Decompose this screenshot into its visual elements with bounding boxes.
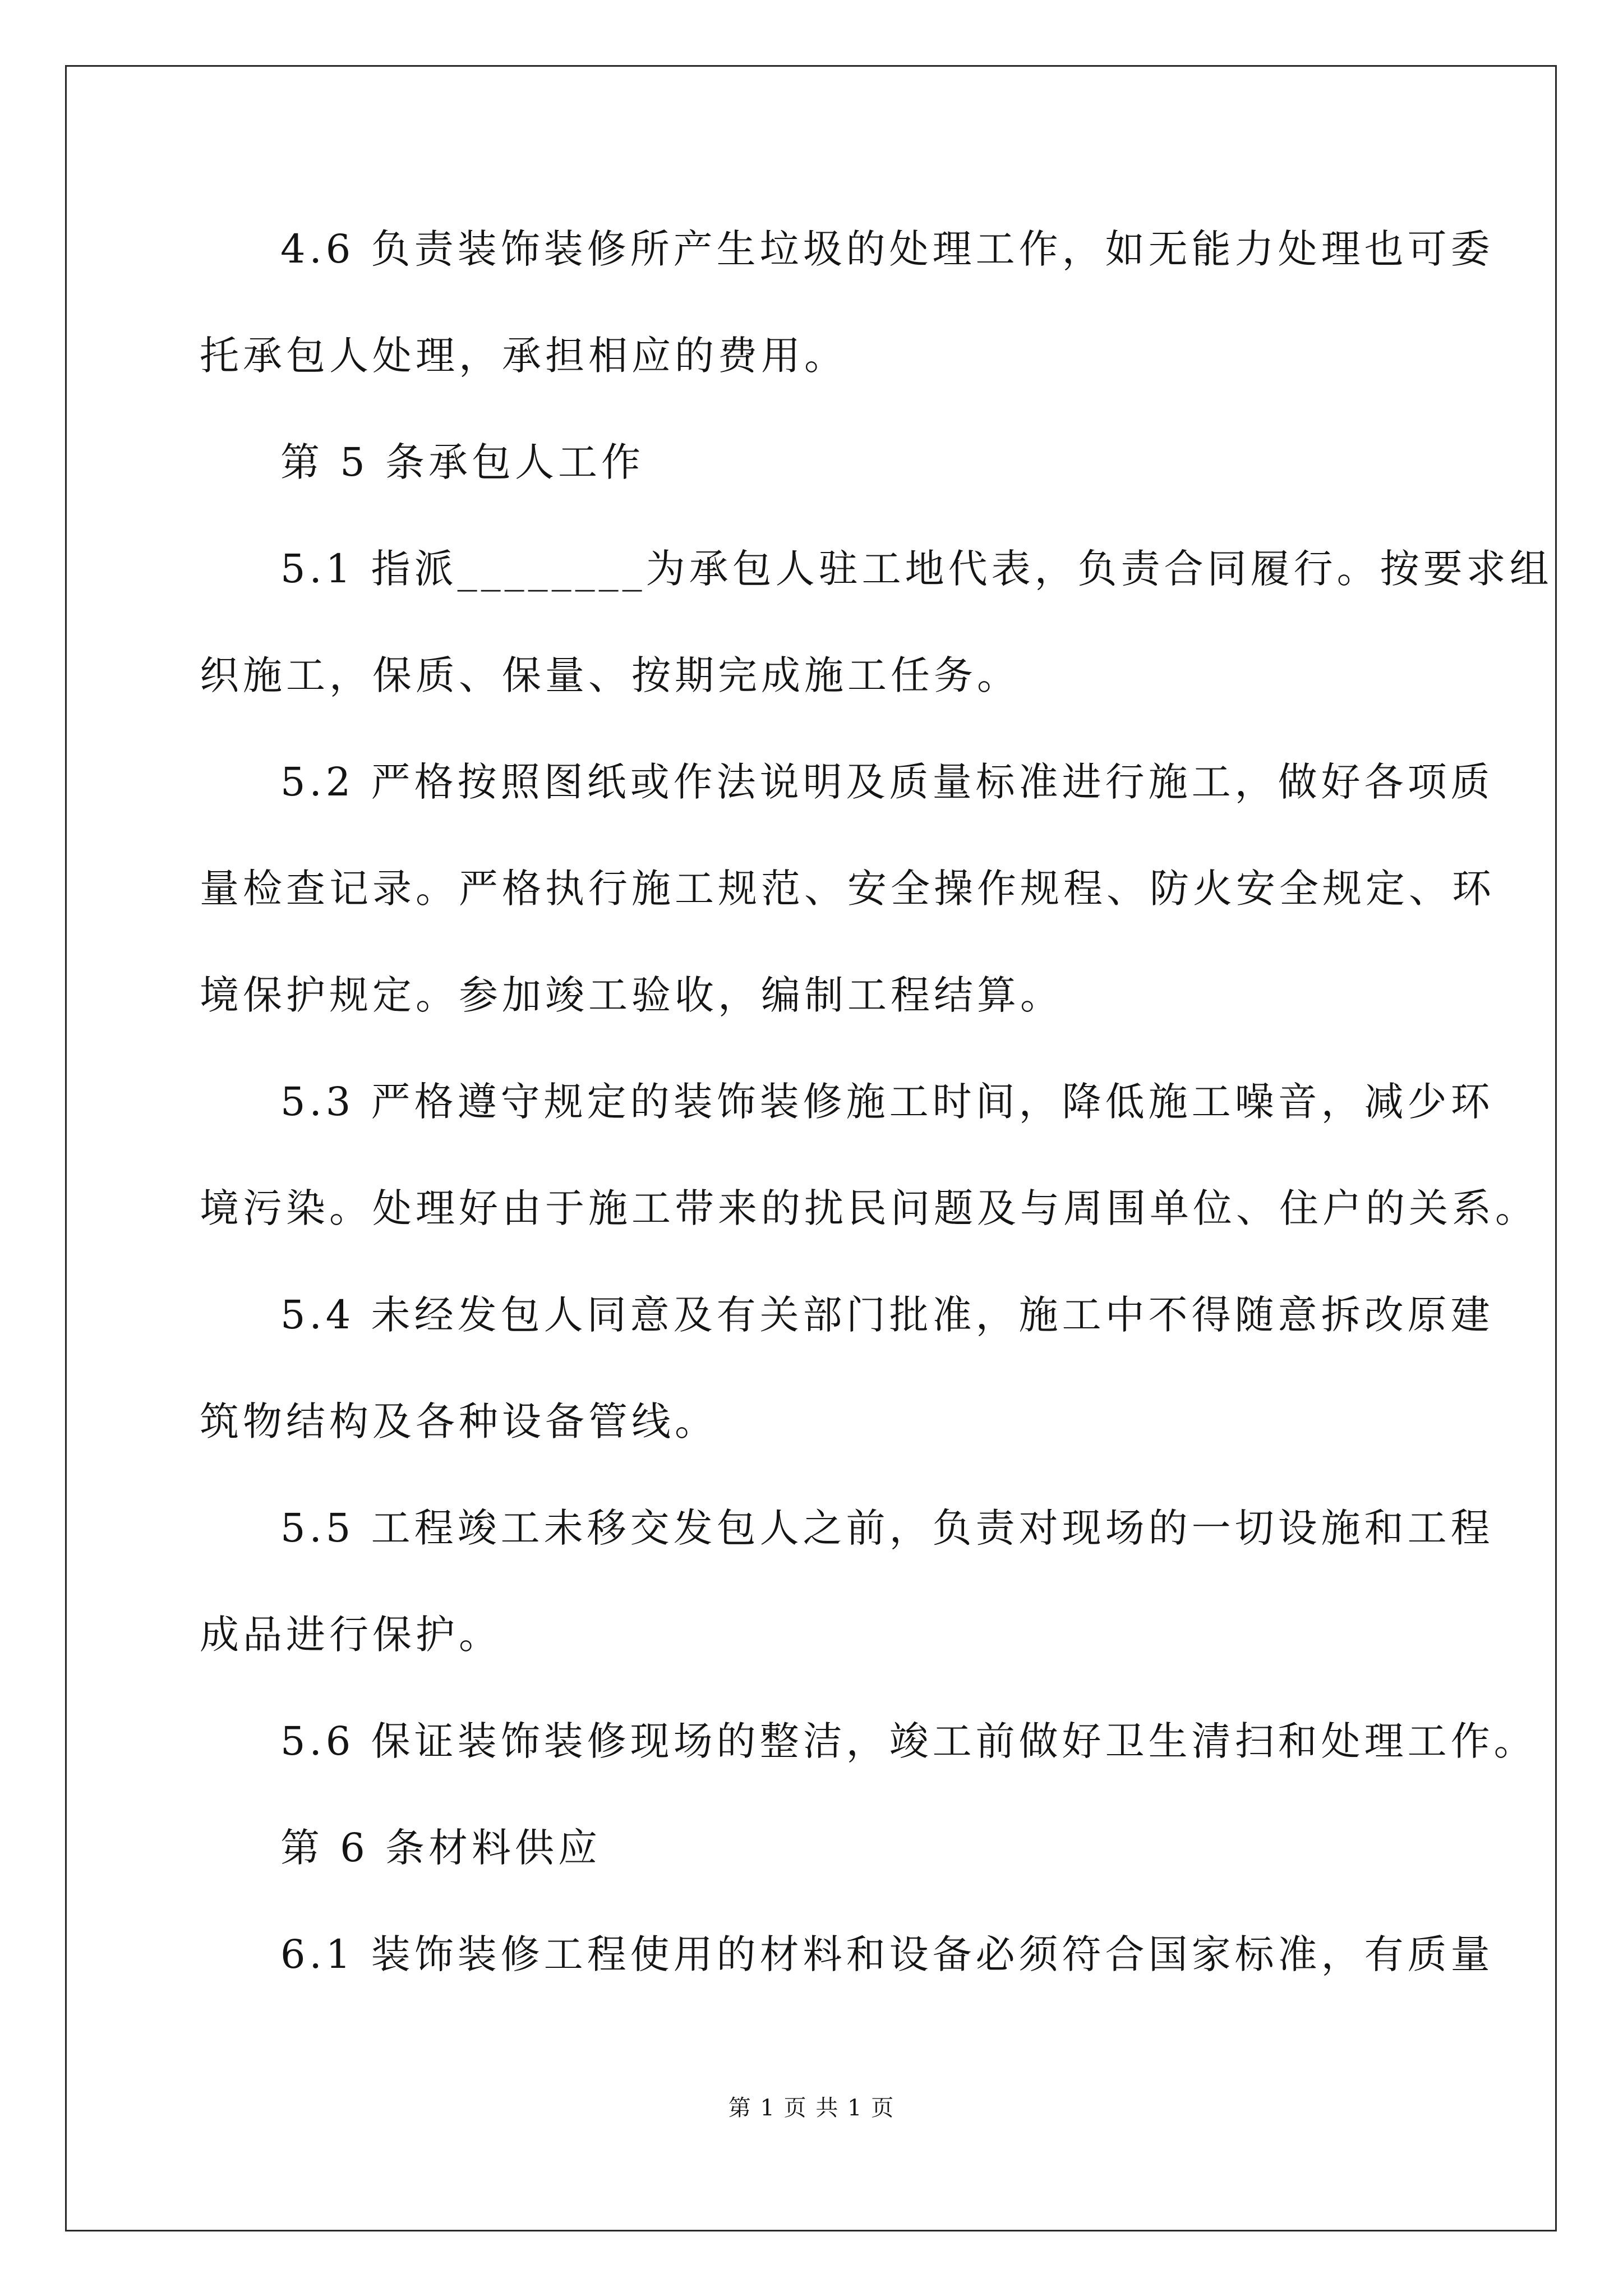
- paragraph-5-4-line-1: 5.4 未经发包人同意及有关部门批准，施工中不得随意拆改原建: [280, 1292, 1494, 1338]
- section-5-heading: 第 5 条承包人工作: [280, 439, 645, 485]
- section-6-heading: 第 6 条材料供应: [280, 1825, 602, 1871]
- paragraph-5-2-line-3: 境保护规定。参加竣工验收，编制工程结算。: [200, 972, 1063, 1018]
- paragraph-4-6-line-2: 托承包人处理，承担相应的费用。: [200, 333, 847, 379]
- paragraph-5-4-line-2: 筑物结构及各种设备管线。: [200, 1398, 718, 1444]
- paragraph-5-1-line-1: 5.1 指派________为承包人驻工地代表，负责合同履行。按要求组: [280, 546, 1553, 592]
- paragraph-5-3-line-1: 5.3 严格遵守规定的装饰装修施工时间，降低施工噪音，减少环: [280, 1079, 1494, 1125]
- paragraph-5-3-line-2: 境污染。处理好由于施工带来的扰民问题及与周围单位、住户的关系。: [200, 1185, 1538, 1231]
- paragraph-5-1-line-2: 织施工，保质、保量、按期完成施工任务。: [200, 652, 1020, 698]
- paragraph-5-6-line-1: 5.6 保证装饰装修现场的整洁，竣工前做好卫生清扫和处理工作。: [280, 1718, 1537, 1764]
- paragraph-4-6-line-1: 4.6 负责装饰装修所产生垃圾的处理工作，如无能力处理也可委: [280, 226, 1494, 272]
- paragraph-5-2-line-1: 5.2 严格按照图纸或作法说明及质量标准进行施工，做好各项质: [280, 759, 1494, 805]
- paragraph-5-5-line-1: 5.5 工程竣工未移交发包人之前，负责对现场的一切设施和工程: [280, 1505, 1494, 1551]
- page-footer: 第 1 页 共 1 页: [728, 2095, 895, 2121]
- paragraph-5-5-line-2: 成品进行保护。: [200, 1612, 502, 1658]
- paragraph-5-2-line-2: 量检查记录。严格执行施工规范、安全操作规程、防火安全规定、环: [200, 866, 1495, 912]
- paragraph-6-1-line-1: 6.1 装饰装修工程使用的材料和设备必须符合国家标准，有质量: [280, 1931, 1494, 1977]
